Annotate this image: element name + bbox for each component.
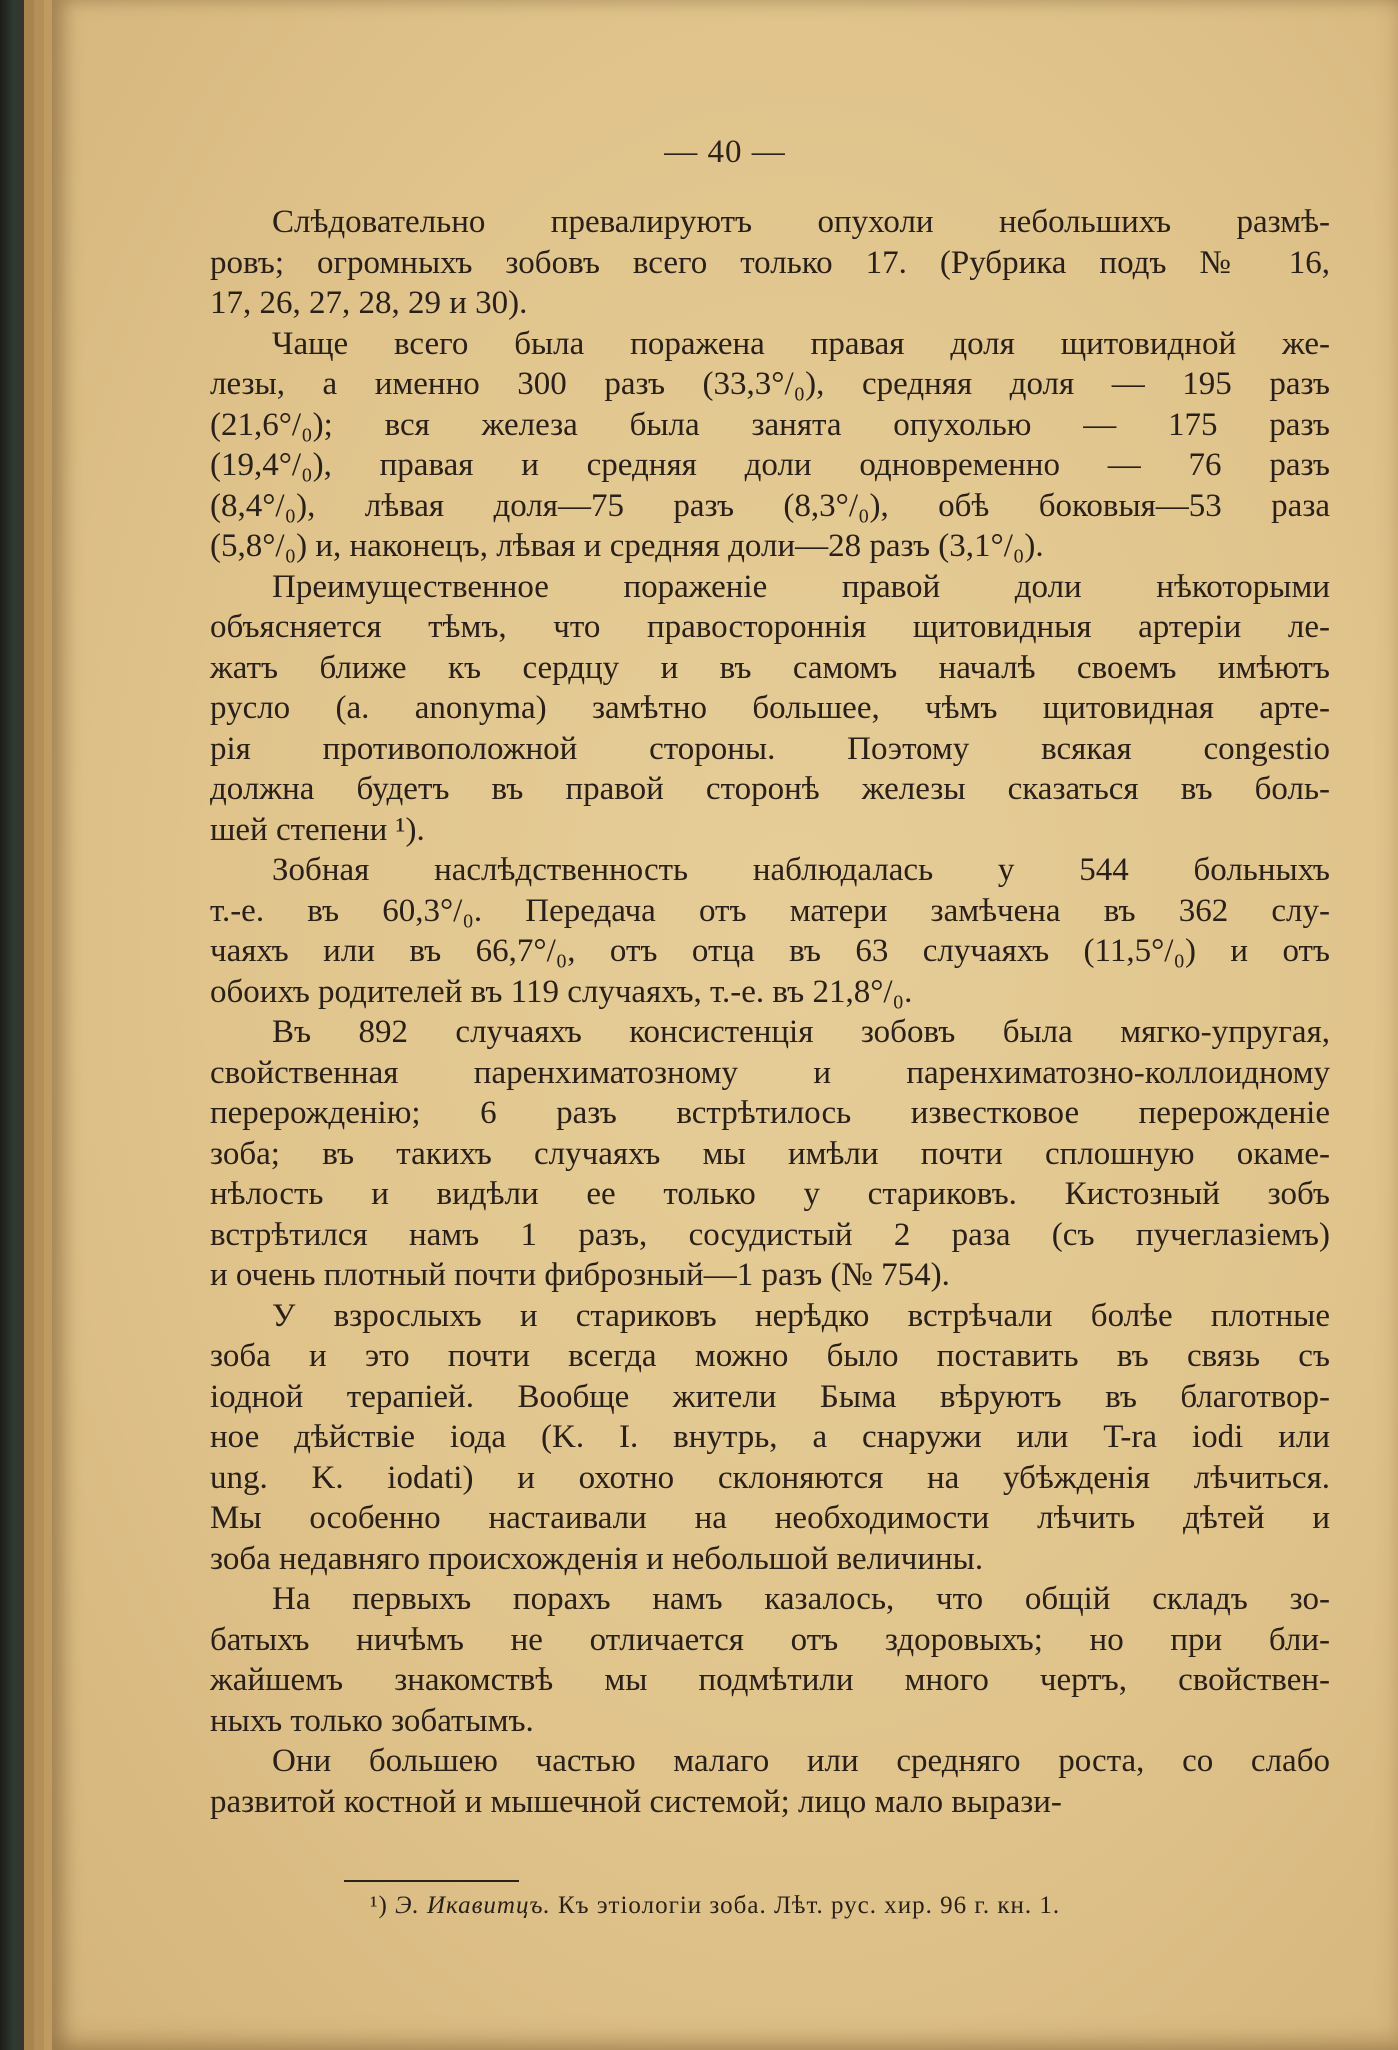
text-line: На первыхъ порахъ намъ казалось, что общій складъ зо-: [272, 1581, 1330, 1617]
text-line: и очень плотный почти фиброзный—1 разъ (№ 754).: [210, 1257, 950, 1293]
text-line: чаяхъ или въ 66,7°/₀, отъ отца въ 63 случаяхъ (11,5°/₀) и отъ: [210, 933, 1330, 969]
text-line: жатъ ближе къ сердцу и въ самомъ началѣ своемъ имѣютъ: [210, 649, 1330, 686]
footnote-author: Э. Икавитцъ.: [395, 1892, 551, 1919]
text-line: должна будетъ въ правой сторонѣ железы сказаться въ боль-: [210, 771, 1330, 807]
text-line: Въ 892 случаяхъ консистенція зобовъ была мягко-упругая,: [272, 1014, 1330, 1050]
text-line: У взрослыхъ и стариковъ нерѣдко встрѣчали болѣе плотные: [272, 1297, 1330, 1334]
text-line: лезы, а именно 300 разъ (33,3°/₀), средняя доля — 195 разъ: [210, 366, 1330, 402]
text-line: рія противоположной стороны. Поэтому всякая congestio: [210, 730, 1330, 767]
text-line: русло (а. anonyma) замѣтно большее, чѣмъ щитовидная арте-: [210, 690, 1330, 726]
text-line: жайшемъ знакомствѣ мы подмѣтили много чертъ, свойствен-: [210, 1662, 1330, 1698]
body-text: [210, 202, 1330, 1822]
footnote-text: Къ этіологіи зоба. Лѣт. рус. хир. 96 г. кн. 1.: [557, 1892, 1061, 1919]
text-line: шей степени ¹).: [210, 811, 425, 848]
text-line: развитой костной и мышечной системой; лицо мало вырази-: [210, 1783, 1062, 1820]
text-line: (5,8°/₀) и, наконецъ, лѣвая и средняя доли—28 разъ (3,1°/₀).: [210, 528, 1044, 564]
text-line: (19,4°/₀), правая и средняя доли одновременно — 76 разъ: [210, 447, 1330, 483]
text-line: Мы особенно настаивали на необходимости лѣчить дѣтей и: [210, 1500, 1330, 1536]
text-line: ныхъ только зобатымъ.: [210, 1702, 534, 1739]
text-line: Слѣдовательно превалируютъ опухоли небольшихъ размѣ-: [272, 204, 1330, 240]
text-line: обоихъ родителей въ 119 случаяхъ, т.-е. въ 21,8°/₀.: [210, 973, 913, 1010]
text-line: Преимущественное пораженіе правой доли нѣкоторыми: [272, 568, 1330, 605]
text-line: т.-е. въ 60,3°/₀. Передача отъ матери замѣчена въ 362 слу-: [210, 892, 1330, 929]
paragraph: [210, 1741, 1330, 1822]
text-line: встрѣтился намъ 1 разъ, сосудистый 2 раза (съ пучеглазіемъ): [210, 1216, 1330, 1253]
text-line: Чаще всего была поражена правая доля щитовидной же-: [272, 325, 1330, 362]
paragraph: [210, 1296, 1330, 1580]
text-line: ровъ; огромныхъ зобовъ всего только 17. (Рубрика подъ № 16,: [210, 244, 1330, 281]
paragraph: [210, 1579, 1330, 1741]
text-line: зоба и это почти всегда можно было поставить въ связь съ: [210, 1338, 1330, 1374]
text-line: Они большею частью малаго или средняго роста, со слабо: [272, 1743, 1330, 1779]
text-line: зоба недавняго происхожденія и небольшой величины.: [210, 1540, 984, 1577]
text-line: нѣлость и видѣли ее только у стариковъ. Кистозный зобъ: [210, 1176, 1330, 1212]
text-line: батыхъ ничѣмъ не отличается отъ здоровыхъ; но при бли-: [210, 1621, 1330, 1658]
text-line: ное дѣйствіе іода (K. I. внутрь, а снаружи или T-ra iodi или: [210, 1419, 1330, 1455]
footnote: [370, 1892, 1060, 1920]
text-line: перерожденію; 6 разъ встрѣтилось известковое перерожденіе: [210, 1095, 1330, 1131]
text-line: объясняется тѣмъ, что правостороннія щитовидныя артеріи ле-: [210, 609, 1330, 645]
paragraph: [210, 324, 1330, 567]
text-line: зоба; въ такихъ случаяхъ мы имѣли почти сплошную окаме-: [210, 1135, 1330, 1172]
text-line: (21,6°/₀); вся железа была занята опухолью — 175 разъ: [210, 406, 1330, 443]
text-line: Зобная наслѣдственность наблюдалась у 544 больныхъ: [272, 852, 1330, 888]
footnote-marker: ¹): [370, 1892, 388, 1919]
text-line: іодной терапіей. Вообще жители Быма вѣруютъ въ благотвор-: [210, 1378, 1330, 1415]
text-line: ung. K. iodati) и охотно склоняются на убѣжденія лѣчиться.: [210, 1459, 1330, 1496]
text-line: (8,4°/₀), лѣвая доля—75 разъ (8,3°/₀), обѣ боковыя—53 раза: [210, 487, 1330, 524]
page-number: — 40 —: [664, 134, 786, 170]
paragraph: [210, 202, 1330, 324]
text-line: 17, 26, 27, 28, 29 и 30).: [210, 285, 528, 321]
footnote-divider: [344, 1880, 519, 1882]
text-line: свойственная паренхиматозному и паренхиматозно-коллоидному: [210, 1054, 1330, 1091]
paragraph: [210, 850, 1330, 1012]
paragraph: [210, 1012, 1330, 1296]
paragraph: [210, 567, 1330, 851]
